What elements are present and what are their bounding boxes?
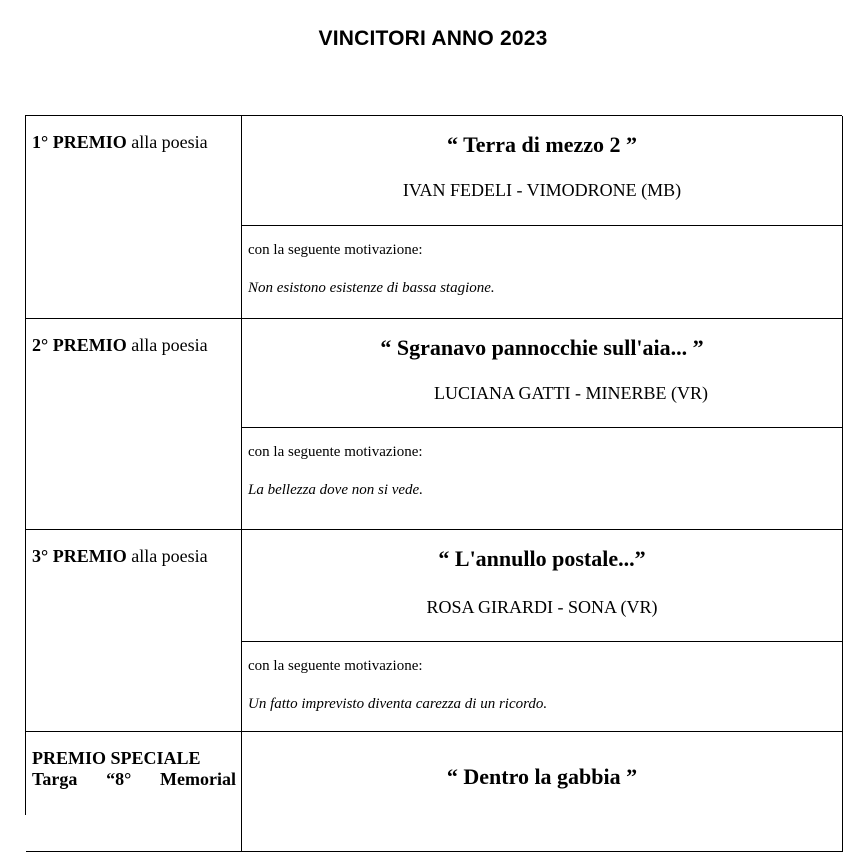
motivation-cell [242, 226, 843, 319]
prize-label-cell [26, 530, 242, 732]
special-label-cell [26, 732, 242, 852]
motivation-intro: con la seguente motivazione: [248, 444, 423, 460]
prize-category: alla poesia [131, 132, 208, 152]
work-title: “ Sgranavo pannocchie sull'aia... ” [380, 335, 704, 360]
motivation-text: Un fatto imprevisto diventa carezza di un ricordo. [248, 696, 548, 712]
motivation-text: La bellezza dove non si vede. [248, 482, 423, 498]
page-title: VINCITORI ANNO 2023 [318, 27, 548, 50]
work-author: LUCIANA GATTI - MINERBE (VR) [434, 383, 708, 403]
special-label [26, 732, 236, 790]
work-title: “ Terra di mezzo 2 ” [446, 132, 638, 157]
prize-label [26, 116, 241, 153]
work-cell [242, 732, 843, 852]
prize-label-cell [26, 116, 242, 319]
prize-rank: 2° PREMIO [32, 335, 127, 355]
prize-label [26, 319, 241, 356]
special-sublabel: Targa “8° Memorial [32, 769, 236, 789]
work-cell [242, 530, 843, 642]
winners-table [25, 115, 842, 815]
work-title: “ Dentro la gabbia ” [446, 764, 638, 789]
work-title: “ L'annullo postale...” [438, 546, 646, 571]
motivation-intro: con la seguente motivazione: [248, 658, 423, 674]
motivation-intro: con la seguente motivazione: [248, 242, 423, 258]
motivation-cell [242, 428, 843, 530]
work-cell [242, 319, 843, 428]
prize-rank: 1° PREMIO [32, 132, 127, 152]
prize-label [26, 530, 241, 567]
prize-label-cell [26, 319, 242, 530]
work-author: IVAN FEDELI - VIMODRONE (MB) [402, 180, 682, 200]
motivation-cell [242, 642, 843, 732]
prize-category: alla poesia [131, 335, 208, 355]
motivation-text: Non esistono esistenze di bassa stagione. [248, 280, 495, 296]
special-title: PREMIO SPECIALE [32, 748, 201, 768]
prize-rank: 3° PREMIO [32, 546, 127, 566]
work-cell [242, 116, 843, 226]
prize-category: alla poesia [131, 546, 208, 566]
work-author: ROSA GIRARDI - SONA (VR) [426, 597, 658, 617]
